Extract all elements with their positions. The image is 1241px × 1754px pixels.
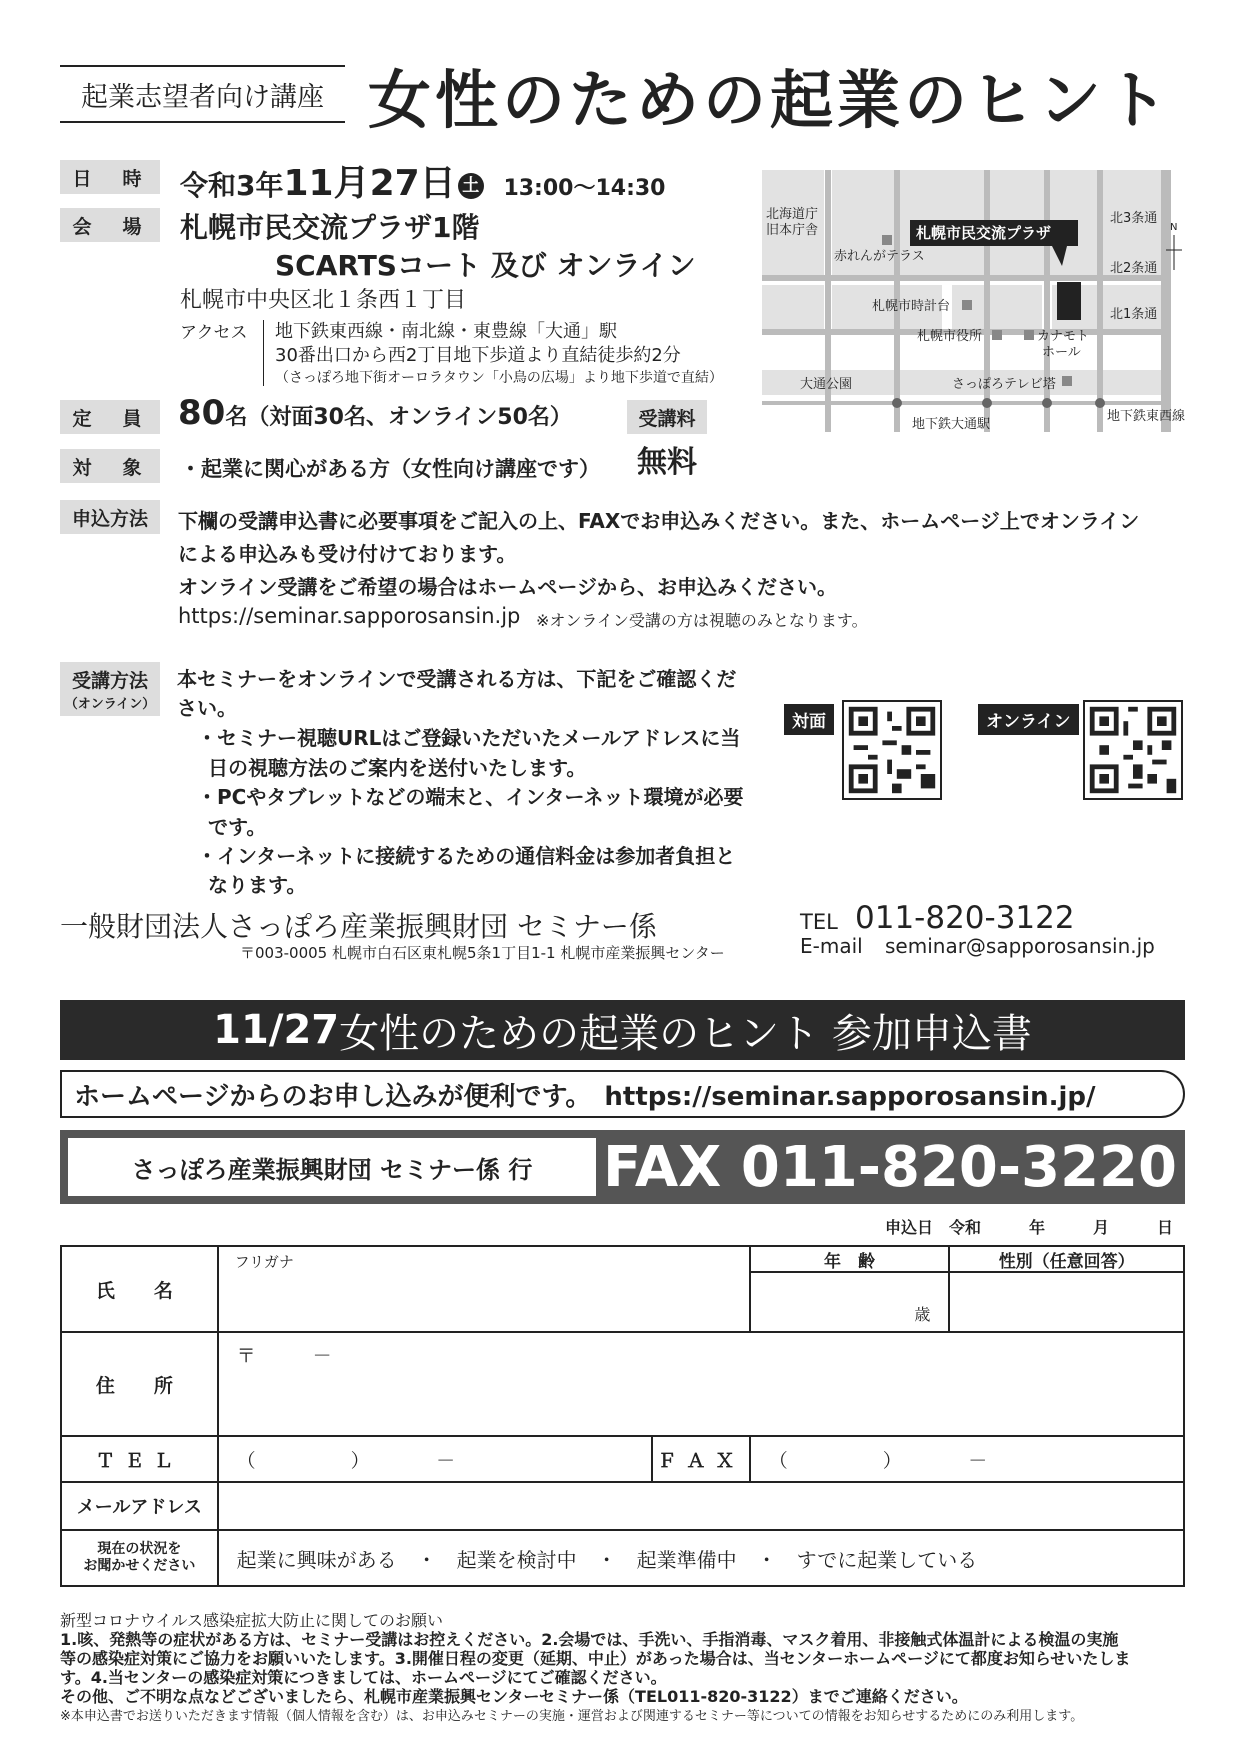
application-form [60, 1245, 1185, 1587]
fax-bar [60, 1130, 1185, 1204]
access-line2: 30番出口から西2丁目地下歩道より直結徒歩約2分 [275, 345, 681, 366]
map-label-cityhall: 札幌市役所 [917, 329, 983, 344]
note-line5: その他、ご不明な点などございましたら、札幌市産業振興センターセミナー係（TEL011-820-3122）までご連絡ください。 [60, 1687, 968, 1706]
event-time: 13:00〜14:30 [503, 176, 666, 201]
age-label: 年 齢 [751, 1247, 949, 1273]
apply-line3: オンライン受講をご希望の場合はホームページから、お申込みください。 [178, 575, 837, 599]
map-label-kanamoto2: ホール [1042, 345, 1081, 360]
tel-blank: （ ） － [236, 1449, 456, 1472]
org-address: 〒003-0005 札幌市白石区東札幌5条1丁目1-1 札幌市産業振興センター [240, 944, 725, 962]
method-bullet2a: ・PCやタブレットなどの端末と、インターネット環境が必要 [197, 785, 744, 809]
map-label-akarenga: 赤れんがテラス [834, 249, 925, 264]
tel-field[interactable] [218, 1436, 652, 1482]
date-prefix: 令和3年 [180, 169, 284, 202]
note-line4: す。4.当センターの感染症対策につきましては、ホームページにてご確認ください。 [60, 1668, 667, 1687]
access-label: アクセス [180, 323, 248, 343]
venue-label: 会 場 [60, 208, 160, 242]
apply-label: 申込方法 [60, 500, 160, 534]
access-divider [263, 320, 264, 386]
address-field[interactable] [218, 1332, 1184, 1436]
target-label: 対 象 [60, 449, 160, 483]
homepage-notice[interactable]: ホームページからのお申し込みが便利です。 https://seminar.sapporosansin.jp/ [60, 1070, 1185, 1118]
method-intro2: さい。 [177, 696, 237, 720]
fax-blank: （ ） － [768, 1449, 988, 1472]
method-bullet2b: です。 [208, 815, 267, 839]
postal-code-mark: 〒 － [236, 1345, 332, 1367]
method-label-sub: （オンライン） [64, 697, 156, 712]
map-label-clock: 札幌市時計台 [872, 299, 951, 314]
application-date-line: 申込日 令和 年 月 日 [885, 1218, 1174, 1237]
note-covid-title: 新型コロナウイルス感染症拡大防止に関してのお願い [60, 1611, 444, 1630]
fax-field[interactable] [750, 1436, 1184, 1482]
map-label-kita1: 北1条通 [1110, 307, 1158, 322]
method-bullet3a: ・インターネットに接続するための通信料金は参加者負担と [197, 844, 736, 868]
status-options[interactable]: 起業に興味がある ・ 起業を検討中 ・ 起業準備中 ・ すでに起業している [218, 1530, 1184, 1586]
target-text: ・起業に関心がある方（女性向け講座です） [180, 457, 600, 481]
method-label [60, 662, 160, 716]
gender-label: 性別（任意回答） [950, 1247, 1183, 1273]
capacity-detail: 名（対面30名、オンライン50名） [225, 405, 572, 430]
map-label-odori-station: 地下鉄大通駅 [912, 417, 991, 432]
org-name: 一般財団法人さっぽろ産業振興財団 セミナー係 [60, 910, 657, 943]
apply-line2: による申込みも受け付けております。 [178, 542, 517, 566]
access-line3: （さっぽろ地下街オーロラタウン「小鳥の広場」より地下歩道で直結） [275, 370, 723, 386]
email-field-label: メールアドレス [61, 1482, 218, 1530]
venue-address: 札幌市中央区北１条西１丁目 [180, 288, 467, 313]
map-label-hokkaido1: 北海道庁 [766, 207, 819, 222]
fee-label: 受講料 [627, 400, 707, 434]
method-bullet3b: なります。 [208, 873, 307, 897]
qr-face-tag: 対面 [784, 704, 834, 735]
email-address[interactable]: seminar@sapporosansin.jp [885, 934, 1155, 958]
note-line2: 1.咳、発熱等の症状がある方は、セミナー受講はお控えください。2.会場では、手洗い、手指消毒、マスク着用、非接触式体温計による検温の実施 [60, 1630, 1119, 1649]
status-label-line2: お聞かせください [83, 1558, 196, 1574]
age-field[interactable] [750, 1246, 950, 1332]
date-main: 11月27日 [283, 163, 456, 204]
apply-line1: 下欄の受講申込書に必要事項をご記入の上、FAXでお申込みください。また、ホームページ上でオンライン [178, 509, 1140, 533]
status-label-line1: 現在の状況を [97, 1541, 182, 1557]
status-label [61, 1530, 218, 1586]
venue-line1: 札幌市民交流プラザ1階 [180, 211, 480, 244]
application-date: 11/27 [213, 1007, 340, 1053]
map-label-kita3: 北3条通 [1110, 211, 1158, 226]
qr-code-icon [844, 702, 940, 798]
map-label-park: 大通公園 [800, 377, 853, 392]
name-field[interactable] [218, 1246, 750, 1332]
map-north-label: N [1170, 222, 1178, 233]
capacity-number: 80 [178, 393, 226, 433]
qr-online-code[interactable] [1083, 700, 1183, 800]
page-title: 女性のための起業のヒント [368, 64, 1172, 137]
qr-face-code[interactable] [842, 700, 942, 800]
age-unit: 歳 [914, 1305, 931, 1324]
furigana-label: フリガナ [234, 1253, 294, 1271]
tel-label: TEL [800, 910, 838, 934]
note-line3: 等の感染症対策にご協力をお願いいたします。3.開催日程の変更（延期、中止）があった場合は、当センターホームページにて都度お知らせいたしま [60, 1649, 1131, 1668]
tel-field-label: ＴＥＬ [61, 1436, 218, 1482]
apply-note: ※オンライン受講の方は視聴のみとなります。 [536, 611, 868, 630]
method-bullet1b: 日の視聴方法のご案内を送付いたします。 [208, 756, 587, 780]
capacity-label: 定 員 [60, 400, 160, 434]
recipient-label: さっぽろ産業振興財団 セミナー係 行 [68, 1138, 596, 1196]
email-label: E-mail [800, 934, 863, 958]
venue-map [762, 170, 1187, 432]
event-date [180, 155, 666, 206]
apply-url[interactable]: https://seminar.sapporosansin.jp [178, 604, 521, 628]
access-line1: 地下鉄東西線・南北線・東豊線「大通」駅 [275, 321, 617, 342]
qr-online-tag: オンライン [978, 704, 1079, 735]
method-bullet1a: ・セミナー視聴URLはご登録いただいたメールアドレスに当 [197, 726, 741, 750]
address-label: 住 所 [61, 1332, 218, 1436]
map-label-tozai: 地下鉄東西線 [1107, 409, 1186, 424]
fee-value: 無料 [637, 445, 697, 480]
fax-number: FAX 011-820-3220 [603, 1134, 1177, 1200]
name-label: 氏 名 [61, 1246, 218, 1332]
gender-field[interactable] [949, 1246, 1184, 1332]
date-label: 日 時 [60, 160, 160, 194]
capacity [178, 393, 572, 433]
map-label-kanamoto1: カナモト [1037, 329, 1090, 344]
tel-number: 011-820-3122 [855, 900, 1075, 936]
map-label-kita2: 北2条通 [1110, 261, 1158, 276]
method-label-main: 受講方法 [71, 670, 148, 692]
venue-line2: SCARTSコート 及び オンライン [275, 249, 696, 282]
fax-field-label: ＦＡＸ [652, 1436, 750, 1482]
method-intro1: 本セミナーをオンラインで受講される方は、下記をご確認くだ [177, 667, 737, 691]
map-label-plaza: 札幌市民交流プラザ [916, 224, 1052, 242]
note-privacy: ※本申込書でお送りいただきます情報（個人情報を含む）は、お申込みセミナーの実施・運営および関連するセミナー等についての情報をお知らせするためにのみ利用します。 [60, 1709, 1084, 1724]
application-title: 女性のための起業のヒント 参加申込書 [339, 1010, 1032, 1057]
application-title-bar [60, 1000, 1185, 1060]
qr-code-icon [1085, 702, 1181, 798]
day-of-week-badge: 土 [458, 173, 484, 199]
map-label-hokkaido2: 旧本庁舎 [766, 223, 819, 238]
email-field[interactable] [218, 1482, 1184, 1530]
course-badge: 起業志望者向け講座 [60, 65, 345, 123]
map-label-tvtower: さっぽろテレビ塔 [952, 377, 1056, 392]
